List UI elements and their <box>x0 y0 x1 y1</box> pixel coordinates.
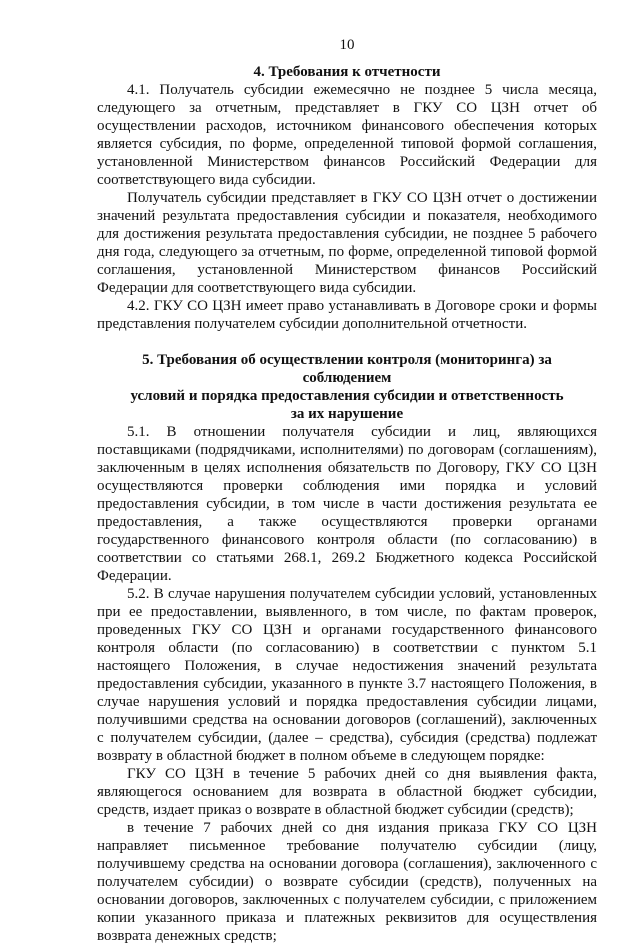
paragraph-4-2: 4.2. ГКУ СО ЦЗН имеет право устанавливать в Договоре сроки и формы представления получателем субсидии дополнительной отчетности. <box>97 298 597 332</box>
paragraph-4-1-report: Получатель субсидии представляет в ГКУ СО ЦЗН отчет о достижении значений результата предоставления субсидии и показателя, необходимого для достижения результата предоставления субсидии, не позднее 5 рабочего дня года, следующего за отчетным, по форме, определенной типовой формой соглашения, установленной Министерством финансов Российский Федерации для соответствующего вида субсидии. <box>97 190 597 296</box>
paragraph-5-2: 5.2. В случае нарушения получателем субсидии условий, установленных при ее предоставлении, выявленного, в том числе, по фактам проверок, проведенных ГКУ СО ЦЗН и органами государственного финансового контроля области (по согласованию) в соответствии с пунктом 5.1 настоящего Положения, в случае недостижения значений результата предоставления субсидии, указанного в пункте 3.7 настоящего Положения, в случае нарушения условий и порядка предоставления субсидии лицами, получившими средства на основании договоров (соглашений), заключенных с получателем субсидии, (далее – средства), субсидия (средства) подлежат возврату в областной бюджет в полном объеме в следующем порядке: <box>97 586 597 764</box>
document-page <box>97 36 597 945</box>
section-5-heading-line-1: 5. Требования об осуществлении контроля (мониторинга) за соблюдением <box>142 352 552 386</box>
paragraph-5-1: 5.1. В отношении получателя субсидии и лиц, являющихся поставщиками (подрядчиками, исполнителями) по договорам (соглашениям), заключенным в целях исполнения обязательств по Договору, ГКУ СО ЦЗН осуществляются проверки соблюдения ими порядка и условий предоставления субсидии, в том числе в части достижения результата ее предоставления, а также осуществляются проверки органами государственного финансового контроля области (по согласованию) в соответствии со статьями 268.1, 269.2 Бюджетного кодекса Российской Федерации. <box>97 424 597 584</box>
section-4 <box>97 63 597 333</box>
paragraph-5-2-requirement: в течение 7 рабочих дней со дня издания приказа ГКУ СО ЦЗН направляет письменное требование получателю субсидии (лицу, получившему средства на основании договора (соглашения), заключенного с получателем субсидии) о возврате субсидии (средств), полученных на основании договоров, заключенных с получателем субсидии, с приложением копии указанного приказа и платежных реквизитов для осуществления возврата денежных средств; <box>97 820 597 944</box>
section-5-heading-line-2: условий и порядка предоставления субсидии и ответственность <box>130 388 564 404</box>
paragraph-4-1: 4.1. Получатель субсидии ежемесячно не позднее 5 числа месяца, следующего за отчетным, представляет в ГКУ СО ЦЗН отчет об осуществлении расходов, источником финансового обеспечения которых является субсидия, по форме, определенной типовой формой соглашения, установленной Министерством финансов Российский Федерации для соответствующего вида субсидии. <box>97 82 597 188</box>
section-4-heading: 4. Требования к отчетности <box>253 64 441 80</box>
section-5 <box>97 351 597 945</box>
page-number: 10 <box>339 37 355 53</box>
section-5-heading-line-3: за их нарушение <box>290 406 404 422</box>
paragraph-5-2-order: ГКУ СО ЦЗН в течение 5 рабочих дней со дня выявления факта, являющегося основанием для возврата в областной бюджет субсидии, средств, издает приказ о возврате в областной бюджет субсидии (средств); <box>97 766 597 818</box>
section-spacer <box>97 333 597 351</box>
